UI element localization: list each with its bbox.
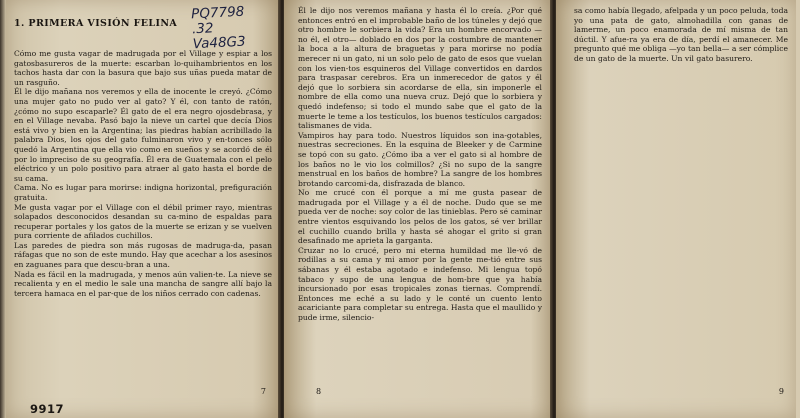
call-number-line: .32	[191, 20, 214, 38]
page-7-body-text: Cómo me gusta vagar de madrugada por el Village y espiar a los gatosbasureros de la muerte: escarban lo-quihambrientos en los tachos hasta dar con la basura que bajo sus uñas pueda matar de un rasguño. Él le dijo mañana nos veremos y ella de inocente le creyó. ¿Cómo una mujer gato no pudo ver al gato? Y él, con tanto de ratón, ¿cómo no supo escaparle? Él gato de el era negro ojosdebrasa, y en el Village nevaba. Pasó bajo la nieve un cartel que decía Dios está vivo y bien en la Argentina; las piedras habían acribillado la palabra Dios, los ojos del gato fulminaron vivo y en-tonces sólo quedó la Argentina que ella vio como en sueños y se acordó de él por lo impreciso de su geografía. Él era de Guatemala con el pelo eléctrico y un polo positivo para atraer al gato hasta el borde de su cama. Cama. No es lugar para morirse: indigna horizontal, prefiguración gratuita. Me gusta vagar por el Village con el débil primer rayo, mientras solapados desconocidos desandan su ca-mino de espaldas para recuperar portales y los gatos de la muerte se erizan y se vuelven pura corriente de afilados cuchillos. Las paredes de piedra son más rugosas de madruga-da, pasan ráfagas que no son de este mundo. Hay que acechar a los asesinos en zaguanes para que descu-bran a una. Nada es fácil en la madrugada, y menos aún valien-te. La nieve se recalienta y en el medio le sale una mancha de sangre allí bajo la tercera hamaca en el par-que de los niños cerrado con cadenas.	[14, 49, 272, 298]
call-number-line: Va48G3	[192, 33, 247, 53]
chapter-title: 1. PRIMERA VISIÓN FELINA	[14, 18, 178, 29]
page-9	[556, 0, 796, 418]
page-8	[284, 0, 552, 418]
page-number: 8	[316, 387, 322, 396]
page-8-body-text: Él le dijo nos veremos mañana y hasta él lo creía. ¿Por qué entonces entró en el improbable baño de los túneles y dejó que otro hombre le sorbiera la vida? Era un hombre encorvado —no él, el otro— doblado en dos por la costumbre de mantener la boca a la altura de braguetas y para morirse no podía merecer ni un gato, ni un solo pelo de gato de esos que vuelan con los vien-tos esquineros del Village convertidos en dardos para traspasar cerebros. Era un inmerecedor de gatos y él dejó que lo sorbiera sin acordarse de ella, sin imponerle el nombre de ella como una nueva cruz. Dejó que lo sorbiera y quedó indefenso; si todo el mundo sabe que el gato de la muerte le teme a los testículos, los buenos testículos cargados: talismanes de vida. Vampiros hay para todo. Nuestros líquidos son ina-gotables, nuestras secreciones. En la esquina de Bleeker y de Carmine se topó con su gato. ¿Cómo iba a ver el gato si al hombre de los baños no le vio los colmillos? ¿Si no supo de la sangre menstrual en los baños de hombre? La sangre de los hombres brotando carcomi-da, disfrazada de blanco. No me crucé con él porque a mí me gusta pasear de madrugada por el Village y a él de noche. Dudo que se me pueda ver de noche: soy color de las tinieblas. Pero sé caminar entre vientos esquivando los pelos de los gatos, sé ver brillar el cuchillo cuando brilla y hasta sé ahogar el grito si gran desafinado me aprieta la garganta. Cruzar no lo crucé, pero mi eterna humildad me lle-vó de rodillas a su cama y mi amor por la gente me-tió entre sus sábanas y él estaba agotado e indefenso. Mi lengua topó tabaco y supo de una lengua de hom-bre que ya había incursionado por esas tropicales zonas tiernas. Comprendí. Entonces me eché a su lado y le conté un cuento lento acariciante para completar su entrega. Hasta que el maullido y pude irme, silencio-	[298, 6, 542, 322]
accession-stamp: 9917	[30, 402, 65, 416]
page-7	[6, 0, 280, 418]
handwritten-call-number	[191, 5, 246, 53]
call-number-line: PQ7798	[190, 3, 245, 23]
page-number: 7	[260, 387, 266, 396]
page-number: 9	[778, 387, 784, 396]
page-9-body-text: sa como había llegado, afelpada y un poco peluda, toda yo una pata de gato, almohadilla con ganas de lamerme, un poco enamorada de mí misma de tan dúctil. Y afue-ra ya era de día, perdí el amanecer. Me pregunto qué me obliga —yo tan bella— a ser cómplice de un gato de la muerte. Un vil gato basurero.	[574, 6, 788, 63]
